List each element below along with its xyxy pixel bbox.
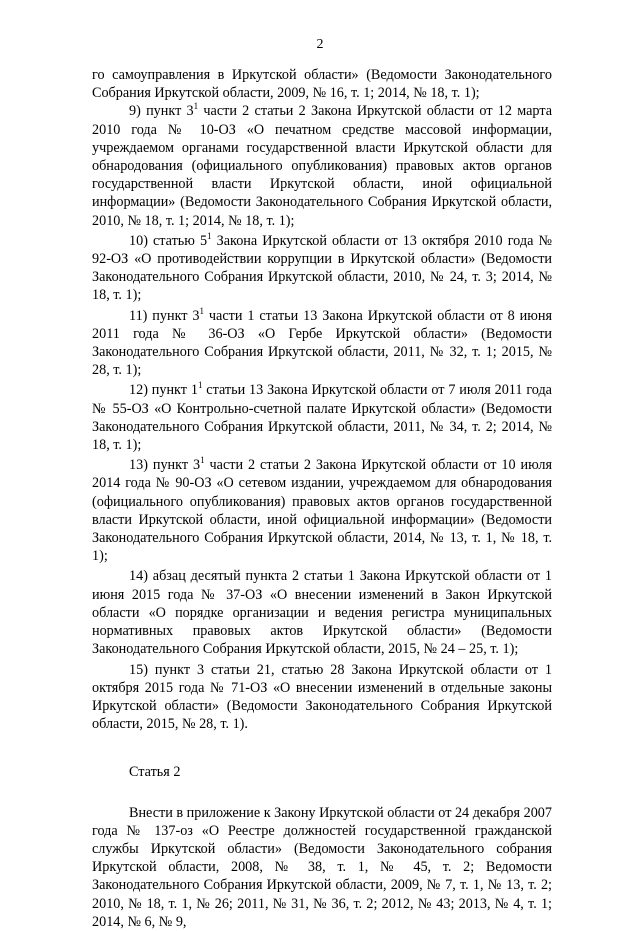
item-text-rest: Закона Иркутской области от 13 октября 2010 года № 92-ОЗ «О противодействии коррупции в Иркутской области» (Ведомости Законодательного Собрания Иркутской области, 2010, № 24, т. 3; 2014, № 18, т. 1); — [92, 232, 552, 304]
item-text-start: 12) пункт 1 — [129, 382, 198, 399]
list-item-12 — [92, 381, 552, 454]
item-text: 15) пункт 3 статьи 21, статью 28 Закона Иркутской области от 1 октября 2015 года № 71-ОЗ «О внесении изменений в отдельные законы Иркутской области» (Ведомости Законодательного Собрания Иркутской области, 2015, № 28, т. 1). — [92, 661, 552, 733]
item-text-start: 13) пункт 3 — [129, 457, 201, 474]
item-text-rest: части 2 статьи 2 Закона Иркутской области от 12 марта 2010 года № 10-ОЗ «О печатном средстве массовой информации, учреждаемом органами государственной власти Иркутской области для обнародования (официального опубликования) правовых актов органов государственной власти Иркутской области, иной официальной информации» (Ведомости Законодательного Собрания Иркутской области, 2010, № 18, т. 1; 2014, № 18, т. 1); — [92, 103, 552, 229]
superscript: 1 — [200, 455, 205, 466]
document-body — [92, 66, 552, 931]
list-item-14 — [92, 567, 552, 658]
item-text-start: 11) пункт 3 — [129, 307, 200, 324]
item-text-start: 10) статью 5 — [129, 232, 208, 249]
item-text-rest: части 2 статьи 2 Закона Иркутской области от 10 июля 2014 года № 90-ОЗ «О сетевом издании, учреждаемом для обнародования (официального опубликования) правовых актов органов государственной власти Иркутской области, иной официальной информации» (Ведомости Законодательного Собрания Иркутской области, 2014, № 13, т. 1, № 18, т. 1); — [92, 457, 552, 565]
superscript: 1 — [197, 380, 203, 391]
item-text-rest: части 1 статьи 13 Закона Иркутской области от 8 июня 2011 года № 36-ОЗ «О Гербе Иркутской области» (Ведомости Законодательного Собрания Иркутской области, 2011, № 32, т. 1; 2015, № 28, т. 1); — [92, 307, 552, 379]
item-text-rest: статьи 13 Закона Иркутской области от 7 июля 2011 года № 55-ОЗ «О Контрольно-счетной палате Иркутской области» (Ведомости Законодательного Собрания Иркутской области, 2011, № 34, т. 2; 2014, № 18, т. 1); — [92, 382, 552, 454]
article-paragraph: Внести в приложение к Закону Иркутской области от 24 декабря 2007 года № 137-оз «О Реестре должностей государственной гражданской службы Иркутской области» (Ведомости Законодательного собрания Иркутской области, 2008, № 38, т. 1, № 45, т. 2; Ведомости Законодательного Собрания Иркутской области, 2009, № 7, т. 1, № 13, т. 2; 2010, № 18, т. 1, № 26; 2011, № 31, № 36, т. 2; 2012, № 43; 2013, № 4, т. 1; 2014, № 6, № 9, — [92, 804, 552, 930]
paragraph-continuation — [92, 66, 552, 102]
list-item-10 — [92, 232, 552, 305]
list-item-15 — [92, 661, 552, 734]
superscript: 1 — [199, 305, 204, 316]
page-number: 2 — [316, 37, 324, 52]
superscript: 1 — [207, 230, 212, 241]
list-item-11 — [92, 307, 552, 380]
superscript: 1 — [193, 101, 199, 112]
paragraph-text: го самоуправления в Иркутской области» (Ведомости Законодательного Собрания Иркутской области, 2009, № 16, т. 1; 2014, № 18, т. 1); — [92, 67, 552, 102]
item-text-start: 9) пункт 3 — [129, 103, 194, 120]
item-text: 14) абзац десятый пункта 2 статьи 1 Закона Иркутской области от 1 июня 2015 года № 37-ОЗ «О внесении изменений в Закон Иркутской области «О порядке организации и ведения регистра муниципальных нормативных правовых актов Иркутской области» (Ведомости Законодательного Собрания Иркутской области, 2015, № 24 – 25, т. 1); — [92, 568, 552, 658]
article-heading: Статья 2 — [129, 764, 181, 781]
list-item-13 — [92, 456, 552, 565]
list-item-9 — [92, 102, 552, 229]
